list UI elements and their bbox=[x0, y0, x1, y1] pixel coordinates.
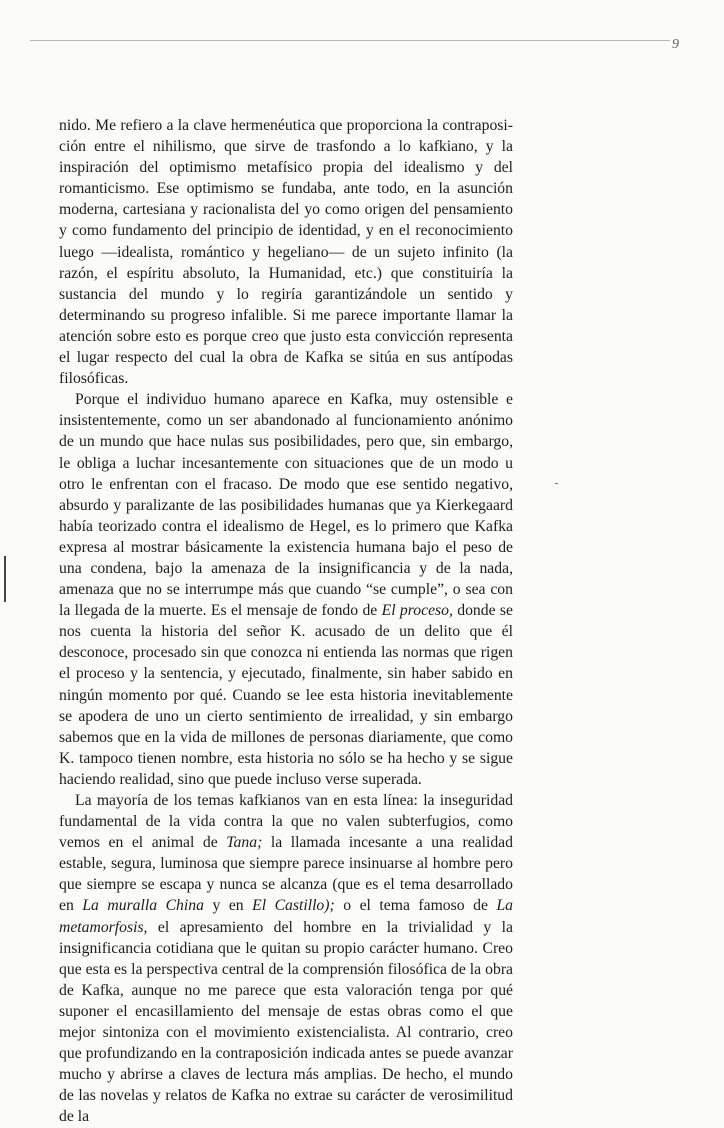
text-run: nido. Me refiero a la clave hermenéutica que proporciona la contraposición entre el nihilismo, que sirve de trasfondo a lo kafkiano, y la inspiración del optimismo metafísico propia del idealismo y del romanticismo. Ese optimismo se fundaba, ante todo, en la asunción moderna, cartesiana y racionalista del yo como origen del pensamiento y como fundamento del principio de identidad, y en el reconocimiento luego —idealista, romántico y hegeliano— de un sujeto infinito (la razón, el espíritu absoluto, la Humanidad, etc.) que constituiría la sustancia del mundo y lo regiría garantizándole un sentido y determinando su progreso infalible. Si me parece importante llamar la atención sobre esto es porque creo que justo esta convicción representa el lugar respecto del cual la obra de Kafka se sitúa en sus antípodas filosóficas. bbox=[59, 117, 513, 388]
text-run: La mayoría de los temas kafkianos van en esta línea: la inseguridad fundamental de la vida contra la que no valen subterfugios, como vemos en el animal de bbox=[59, 792, 513, 852]
margin-bar-mark bbox=[4, 556, 6, 602]
italic-title: La metamorfosis, bbox=[59, 897, 514, 936]
text-run: la llamada incesante a una realidad estable, segura, luminosa que siempre parece insinuarse al hombre pero que siempre se escapa y nunca se alcanza (que es el tema desarrollado en bbox=[59, 834, 513, 915]
italic-title: El Castillo); bbox=[252, 897, 335, 915]
paragraph bbox=[59, 115, 513, 389]
text-run: el apresamiento del hombre en la trivialidad y la insignificancia cotidiana que le quitan su propio carácter humano. Creo que esta es la perspectiva central de la comprensión filosófica de la obra de Kafka, aunque no me parece que esta valoración tenga por qué suponer el encasillamiento del mensaje de estas obras como el que mejor sintoniza con el movimiento existencialista. Al contrario, creo que profundizando en la contraposición indicada antes se puede avanzar mucho y abrirse a claves de lectura más amplias. De hecho, el mundo de las novelas y relatos de Kafka no extrae su carácter de verosimilitud de la bbox=[59, 918, 513, 1126]
italic-title: Tana; bbox=[226, 834, 263, 852]
text-run: Porque el individuo humano aparece en Kafka, muy ostensible e insistentemente, como un ser abandonado al funcionamiento anónimo de un mundo que hace nulas sus posibilidades, pero que, sin embargo, le obliga a luchar incesantemente con situaciones que de un modo u otro le enfrentan con el fracaso. De modo que ese sentido negativo, absurdo y paralizante de las posibilidades humanas que ya Kierkegaard había teorizado contra el idealismo de Hegel, es lo primero que Kafka expresa al mostrar básicamente la existencia humana bajo el peso de una condena, bajo la amenaza de la insignificancia y de la nada, amenaza que no se interrumpe más que cuando “se cumple”, o sea con la llegada de la muerte. Es el mensaje de fondo de bbox=[59, 391, 513, 620]
body-text bbox=[59, 115, 513, 1128]
text-run: o el tema famoso de bbox=[334, 897, 497, 915]
page-number: 9 bbox=[672, 37, 679, 52]
paragraph bbox=[59, 790, 513, 1128]
header-rule bbox=[30, 40, 670, 41]
italic-title: La muralla China bbox=[82, 897, 204, 915]
scan-speck bbox=[555, 483, 558, 484]
paragraph bbox=[59, 389, 513, 790]
text-run: donde se nos cuenta la historia del señor K. acusado de un delito que él desconoce, procesado sin que conozca ni entienda las normas que rigen el proceso y la sentencia, y ejecutado, finalmente, sin haber sabido en ningún momento por qué. Cuando se lee esta historia inevitablemente se apodera de uno un cierto sentimiento de irrealidad, y sin embargo sabemos que en la vida de millones de personas diariamente, que como K. tampoco tienen nombre, esta historia no sólo se ha hecho y se sigue haciendo realidad, sino que puede incluso verse superada. bbox=[59, 602, 513, 788]
italic-title: El proceso, bbox=[381, 602, 453, 620]
text-run: y en bbox=[203, 897, 253, 915]
